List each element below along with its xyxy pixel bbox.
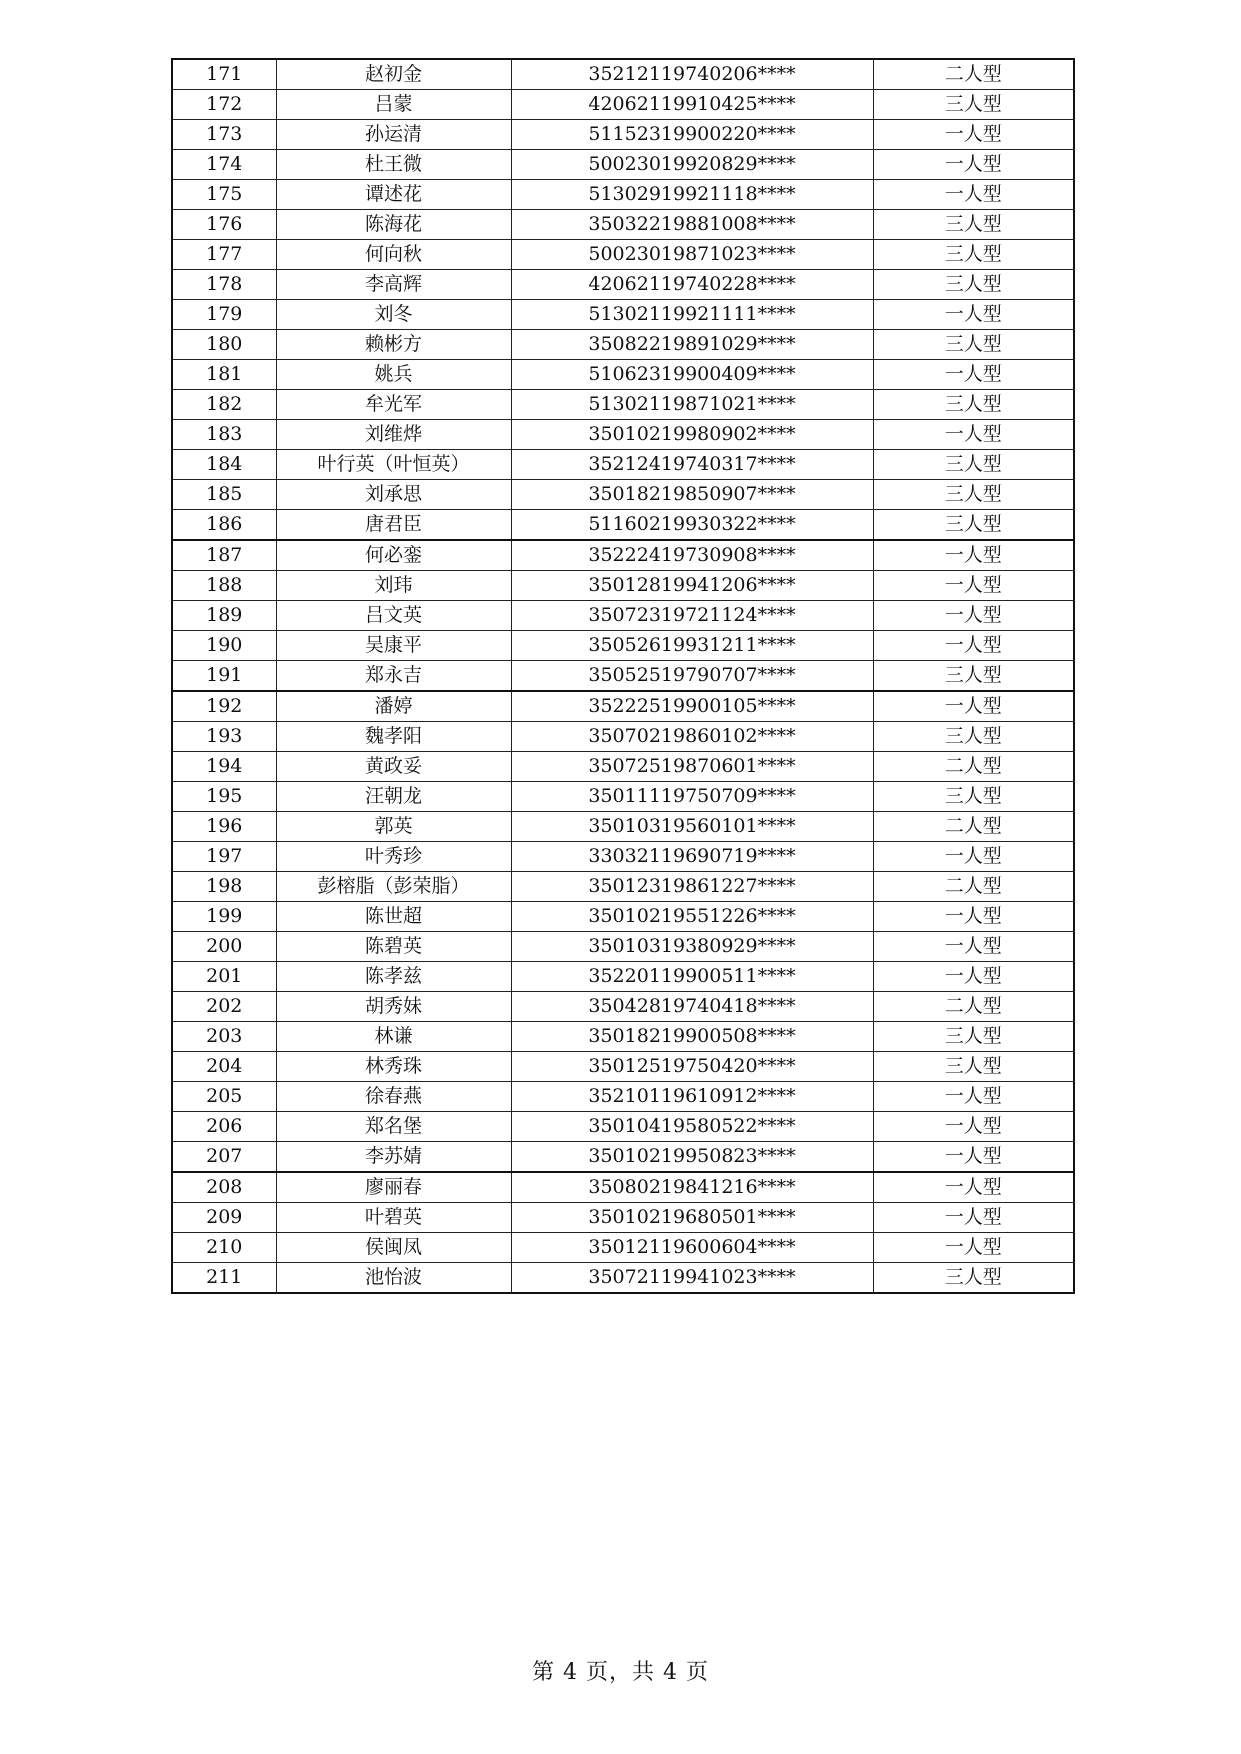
row-number-cell: 173 (172, 120, 276, 150)
id-number-cell: 35010219950823**** (511, 1142, 873, 1173)
table-row (172, 270, 1074, 300)
table-row (172, 180, 1074, 210)
id-number-cell: 35072119941023**** (511, 1263, 873, 1294)
household-type-cell: 一人型 (873, 1172, 1074, 1203)
person-name-cell: 徐春燕 (276, 1082, 511, 1112)
table-row (172, 1233, 1074, 1263)
row-number-cell: 176 (172, 210, 276, 240)
person-name-cell: 叶行英（叶恒英） (276, 450, 511, 480)
person-name-cell: 郑名堡 (276, 1112, 511, 1142)
table-row (172, 601, 1074, 631)
table-row (172, 300, 1074, 330)
household-type-cell: 一人型 (873, 902, 1074, 932)
id-number-cell: 35032219881008**** (511, 210, 873, 240)
household-type-cell: 三人型 (873, 1052, 1074, 1082)
roster-table (171, 58, 1075, 1294)
id-number-cell: 35018219850907**** (511, 480, 873, 510)
roster-table-body (172, 59, 1074, 1293)
id-number-cell: 51302119871021**** (511, 390, 873, 420)
person-name-cell: 陈海花 (276, 210, 511, 240)
id-number-cell: 51160219930322**** (511, 510, 873, 541)
person-name-cell: 何必銮 (276, 540, 511, 571)
table-row (172, 360, 1074, 390)
table-row (172, 872, 1074, 902)
table-row (172, 480, 1074, 510)
id-number-cell: 50023019920829**** (511, 150, 873, 180)
table-row (172, 1052, 1074, 1082)
person-name-cell: 池怡波 (276, 1263, 511, 1294)
id-number-cell: 51062319900409**** (511, 360, 873, 390)
row-number-cell: 190 (172, 631, 276, 661)
id-number-cell: 35010219680501**** (511, 1203, 873, 1233)
person-name-cell: 侯闽凤 (276, 1233, 511, 1263)
person-name-cell: 彭榕脂（彭荣脂） (276, 872, 511, 902)
person-name-cell: 汪朝龙 (276, 782, 511, 812)
table-row (172, 90, 1074, 120)
household-type-cell: 二人型 (873, 812, 1074, 842)
id-number-cell: 35072319721124**** (511, 601, 873, 631)
row-number-cell: 210 (172, 1233, 276, 1263)
id-number-cell: 50023019871023**** (511, 240, 873, 270)
household-type-cell: 二人型 (873, 752, 1074, 782)
row-number-cell: 184 (172, 450, 276, 480)
household-type-cell: 一人型 (873, 300, 1074, 330)
person-name-cell: 刘玮 (276, 571, 511, 601)
person-name-cell: 林谦 (276, 1022, 511, 1052)
person-name-cell: 郑永吉 (276, 661, 511, 692)
person-name-cell: 廖丽春 (276, 1172, 511, 1203)
row-number-cell: 204 (172, 1052, 276, 1082)
household-type-cell: 三人型 (873, 240, 1074, 270)
household-type-cell: 一人型 (873, 601, 1074, 631)
person-name-cell: 牟光军 (276, 390, 511, 420)
id-number-cell: 35052619931211**** (511, 631, 873, 661)
row-number-cell: 191 (172, 661, 276, 692)
row-number-cell: 198 (172, 872, 276, 902)
row-number-cell: 207 (172, 1142, 276, 1173)
row-number-cell: 180 (172, 330, 276, 360)
table-row (172, 902, 1074, 932)
table-row (172, 1022, 1074, 1052)
person-name-cell: 陈孝兹 (276, 962, 511, 992)
person-name-cell: 刘维烨 (276, 420, 511, 450)
row-number-cell: 201 (172, 962, 276, 992)
id-number-cell: 35210119610912**** (511, 1082, 873, 1112)
row-number-cell: 181 (172, 360, 276, 390)
person-name-cell: 赖彬方 (276, 330, 511, 360)
person-name-cell: 孙运清 (276, 120, 511, 150)
household-type-cell: 一人型 (873, 571, 1074, 601)
table-row (172, 842, 1074, 872)
row-number-cell: 206 (172, 1112, 276, 1142)
household-type-cell: 一人型 (873, 540, 1074, 571)
id-number-cell: 33032119690719**** (511, 842, 873, 872)
household-type-cell: 一人型 (873, 962, 1074, 992)
table-row (172, 962, 1074, 992)
id-number-cell: 35010319560101**** (511, 812, 873, 842)
id-number-cell: 35212119740206**** (511, 59, 873, 90)
person-name-cell: 魏孝阳 (276, 722, 511, 752)
household-type-cell: 一人型 (873, 120, 1074, 150)
household-type-cell: 三人型 (873, 1022, 1074, 1052)
row-number-cell: 203 (172, 1022, 276, 1052)
id-number-cell: 35220119900511**** (511, 962, 873, 992)
id-number-cell: 51302919921118**** (511, 180, 873, 210)
table-row (172, 752, 1074, 782)
row-number-cell: 172 (172, 90, 276, 120)
row-number-cell: 192 (172, 691, 276, 722)
row-number-cell: 186 (172, 510, 276, 541)
id-number-cell: 35070219860102**** (511, 722, 873, 752)
table-row (172, 420, 1074, 450)
person-name-cell: 谭述花 (276, 180, 511, 210)
household-type-cell: 一人型 (873, 1142, 1074, 1173)
table-row (172, 1142, 1074, 1173)
household-type-cell: 二人型 (873, 59, 1074, 90)
person-name-cell: 杜王微 (276, 150, 511, 180)
household-type-cell: 一人型 (873, 1203, 1074, 1233)
household-type-cell: 三人型 (873, 450, 1074, 480)
row-number-cell: 175 (172, 180, 276, 210)
household-type-cell: 三人型 (873, 480, 1074, 510)
row-number-cell: 177 (172, 240, 276, 270)
person-name-cell: 赵初金 (276, 59, 511, 90)
household-type-cell: 三人型 (873, 510, 1074, 541)
row-number-cell: 171 (172, 59, 276, 90)
id-number-cell: 35042819740418**** (511, 992, 873, 1022)
id-number-cell: 35010319380929**** (511, 932, 873, 962)
household-type-cell: 三人型 (873, 782, 1074, 812)
id-number-cell: 35012519750420**** (511, 1052, 873, 1082)
row-number-cell: 211 (172, 1263, 276, 1294)
id-number-cell: 35222519900105**** (511, 691, 873, 722)
page-footer: 第 4 页，共 4 页 (532, 1660, 709, 1685)
row-number-cell: 182 (172, 390, 276, 420)
id-number-cell: 35082219891029**** (511, 330, 873, 360)
household-type-cell: 一人型 (873, 932, 1074, 962)
id-number-cell: 35012119600604**** (511, 1233, 873, 1263)
household-type-cell: 三人型 (873, 90, 1074, 120)
id-number-cell: 35212419740317**** (511, 450, 873, 480)
household-type-cell: 一人型 (873, 1233, 1074, 1263)
person-name-cell: 何向秋 (276, 240, 511, 270)
table-row (172, 992, 1074, 1022)
row-number-cell: 183 (172, 420, 276, 450)
row-number-cell: 205 (172, 1082, 276, 1112)
table-row (172, 782, 1074, 812)
row-number-cell: 179 (172, 300, 276, 330)
table-row (172, 812, 1074, 842)
person-name-cell: 刘承思 (276, 480, 511, 510)
household-type-cell: 一人型 (873, 1112, 1074, 1142)
row-number-cell: 195 (172, 782, 276, 812)
household-type-cell: 三人型 (873, 270, 1074, 300)
person-name-cell: 吴康平 (276, 631, 511, 661)
household-type-cell: 一人型 (873, 842, 1074, 872)
household-type-cell: 二人型 (873, 872, 1074, 902)
row-number-cell: 208 (172, 1172, 276, 1203)
person-name-cell: 李苏婧 (276, 1142, 511, 1173)
id-number-cell: 35010219980902**** (511, 420, 873, 450)
person-name-cell: 陈世超 (276, 902, 511, 932)
table-row (172, 722, 1074, 752)
person-name-cell: 潘婷 (276, 691, 511, 722)
person-name-cell: 黄政妥 (276, 752, 511, 782)
person-name-cell: 胡秀妹 (276, 992, 511, 1022)
row-number-cell: 188 (172, 571, 276, 601)
table-row (172, 59, 1074, 90)
id-number-cell: 51302119921111**** (511, 300, 873, 330)
id-number-cell: 35010219551226**** (511, 902, 873, 932)
table-row (172, 150, 1074, 180)
table-row (172, 450, 1074, 480)
household-type-cell: 一人型 (873, 150, 1074, 180)
row-number-cell: 174 (172, 150, 276, 180)
person-name-cell: 李高辉 (276, 270, 511, 300)
row-number-cell: 209 (172, 1203, 276, 1233)
id-number-cell: 35012319861227**** (511, 872, 873, 902)
id-number-cell: 42062119910425**** (511, 90, 873, 120)
row-number-cell: 187 (172, 540, 276, 571)
household-type-cell: 一人型 (873, 631, 1074, 661)
household-type-cell: 一人型 (873, 691, 1074, 722)
id-number-cell: 35222419730908**** (511, 540, 873, 571)
person-name-cell: 吕文英 (276, 601, 511, 631)
household-type-cell: 三人型 (873, 1263, 1074, 1294)
table-row (172, 1082, 1074, 1112)
row-number-cell: 193 (172, 722, 276, 752)
id-number-cell: 35052519790707**** (511, 661, 873, 692)
row-number-cell: 196 (172, 812, 276, 842)
household-type-cell: 三人型 (873, 390, 1074, 420)
table-row (172, 240, 1074, 270)
person-name-cell: 姚兵 (276, 360, 511, 390)
person-name-cell: 林秀珠 (276, 1052, 511, 1082)
household-type-cell: 二人型 (873, 992, 1074, 1022)
id-number-cell: 35018219900508**** (511, 1022, 873, 1052)
table-row (172, 691, 1074, 722)
row-number-cell: 199 (172, 902, 276, 932)
household-type-cell: 三人型 (873, 661, 1074, 692)
table-row (172, 120, 1074, 150)
row-number-cell: 202 (172, 992, 276, 1022)
table-row (172, 540, 1074, 571)
id-number-cell: 42062119740228**** (511, 270, 873, 300)
table-row (172, 1172, 1074, 1203)
id-number-cell: 35012819941206**** (511, 571, 873, 601)
person-name-cell: 唐君臣 (276, 510, 511, 541)
household-type-cell: 三人型 (873, 330, 1074, 360)
person-name-cell: 吕蒙 (276, 90, 511, 120)
id-number-cell: 35010419580522**** (511, 1112, 873, 1142)
roster-table-container (171, 58, 1073, 1294)
person-name-cell: 郭英 (276, 812, 511, 842)
id-number-cell: 35072519870601**** (511, 752, 873, 782)
row-number-cell: 185 (172, 480, 276, 510)
person-name-cell: 叶碧英 (276, 1203, 511, 1233)
household-type-cell: 三人型 (873, 210, 1074, 240)
table-row (172, 1203, 1074, 1233)
table-row (172, 330, 1074, 360)
row-number-cell: 194 (172, 752, 276, 782)
household-type-cell: 一人型 (873, 420, 1074, 450)
household-type-cell: 一人型 (873, 360, 1074, 390)
person-name-cell: 陈碧英 (276, 932, 511, 962)
table-row (172, 932, 1074, 962)
household-type-cell: 一人型 (873, 1082, 1074, 1112)
table-row (172, 661, 1074, 692)
person-name-cell: 叶秀珍 (276, 842, 511, 872)
row-number-cell: 189 (172, 601, 276, 631)
person-name-cell: 刘冬 (276, 300, 511, 330)
household-type-cell: 三人型 (873, 722, 1074, 752)
row-number-cell: 200 (172, 932, 276, 962)
id-number-cell: 35011119750709**** (511, 782, 873, 812)
table-row (172, 1112, 1074, 1142)
table-row (172, 571, 1074, 601)
table-row (172, 1263, 1074, 1294)
table-row (172, 510, 1074, 541)
household-type-cell: 一人型 (873, 180, 1074, 210)
id-number-cell: 35080219841216**** (511, 1172, 873, 1203)
table-row (172, 631, 1074, 661)
table-row (172, 390, 1074, 420)
row-number-cell: 197 (172, 842, 276, 872)
id-number-cell: 51152319900220**** (511, 120, 873, 150)
table-row (172, 210, 1074, 240)
row-number-cell: 178 (172, 270, 276, 300)
